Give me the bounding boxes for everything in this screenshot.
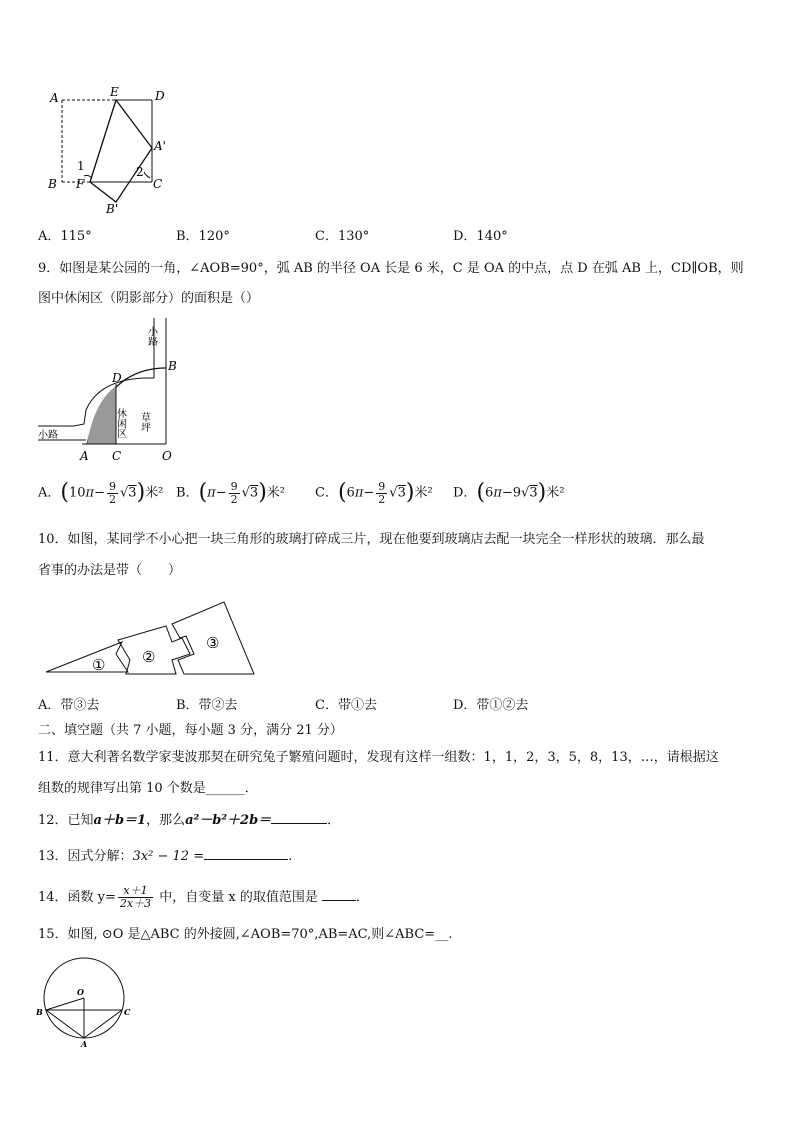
- q12-answer-blank[interactable]: [271, 811, 327, 824]
- q8-option-b: B．120°: [176, 229, 230, 244]
- label-F: F: [76, 177, 85, 191]
- glass-piece-1: [46, 642, 128, 672]
- piece-label-2: ②: [142, 648, 156, 666]
- label-C: C: [153, 177, 163, 191]
- piece-label-3: ③: [206, 634, 220, 652]
- q12-question: [38, 811, 340, 830]
- q8-figure: [40, 84, 180, 214]
- q11-text-line2: 组数的规律写出第 10 个数是______．: [38, 781, 258, 796]
- label-B: B: [48, 177, 57, 191]
- q14-question: [38, 880, 369, 916]
- q10-option-a: A．带③去: [38, 698, 100, 713]
- q13-question: [38, 847, 292, 866]
- label-path-top: 小路: [145, 326, 157, 346]
- option-letter: C．: [315, 485, 338, 501]
- label-B: B: [36, 1007, 43, 1017]
- q10-option-b: B．带②去: [176, 698, 238, 713]
- q8-option-c: C．130°: [315, 229, 370, 244]
- rest-area-shading: [87, 386, 116, 444]
- q14-numerator: x＋1: [118, 885, 153, 898]
- q14-end: ．: [356, 890, 370, 905]
- label-A: A: [81, 1039, 88, 1048]
- segment-BA: [46, 1010, 84, 1038]
- q10-option-d: D．带①②去: [453, 698, 529, 713]
- q15-figure: [36, 952, 136, 1048]
- label-A: A: [80, 449, 89, 463]
- label-B: B: [168, 359, 177, 373]
- angle-2-arc: [144, 172, 150, 178]
- q11-text-line1: 11．意大利著名数学家斐波那契在研究兔子繁殖问题时，发现有这样一组数：1，1，2，3，5，8，13，…，请根据这: [38, 750, 719, 765]
- q9-option-c: C．(6π− $\frac{9}{2}$ √3)米²: [315, 479, 433, 506]
- q12-prefix: 12．已知: [38, 813, 94, 828]
- label-lawn: 草坪: [138, 412, 150, 432]
- option-letter: D．: [453, 485, 477, 501]
- q10-figure: [44, 598, 256, 680]
- label-A-prime: A': [154, 139, 166, 153]
- q9-option-d: D．(6π−9√3)米²: [453, 480, 565, 505]
- q8-option-a: A．115°: [38, 229, 92, 244]
- q14-suffix: 中，自变量 x 的取值范围是: [155, 890, 322, 905]
- q12-mid: ，那么: [146, 813, 186, 828]
- segment-OB: [46, 998, 84, 1010]
- q14-denominator: 2x＋3: [119, 897, 152, 910]
- q13-end: .: [288, 849, 293, 864]
- label-C: C: [112, 449, 122, 463]
- q13-expression: 3x² − 12 =: [132, 849, 205, 864]
- q9-option-a: A．(10π− $\frac{9}{2}$ √3)米²: [38, 479, 164, 506]
- q13-answer-blank[interactable]: [204, 847, 288, 860]
- label-path-left: 小路: [38, 430, 58, 441]
- section-heading-fill-in: 二、填空题（共 7 小题，每小题 3 分，满分 21 分）: [38, 723, 343, 738]
- label-B-prime: B': [106, 202, 119, 214]
- label-C: C: [124, 1007, 131, 1017]
- q9-option-b: B．(π− $\frac{9}{2}$ √3)米²: [176, 479, 285, 506]
- label-D: D: [155, 89, 165, 103]
- label-D: D: [112, 371, 122, 385]
- folded-quadrilateral: [90, 100, 152, 202]
- label-rest-area: 休闲区: [114, 408, 126, 438]
- q13-prefix: 13．因式分解：: [38, 849, 133, 864]
- q14-prefix: 14．函数 y=: [38, 890, 116, 905]
- option-letter: B．: [176, 485, 199, 501]
- piece-label-1: ①: [92, 656, 106, 674]
- q10-option-c: C．带①去: [315, 698, 377, 713]
- label-angle-1: 1: [77, 159, 85, 173]
- q12-end: ．: [327, 813, 341, 828]
- q10-text-line2: 省事的办法是带（ ）: [38, 563, 182, 578]
- q10-text-line1: 10．如图，某同学不小心把一块三角形的玻璃打碎成三片，现在他要到玻璃店去配一块完全一样形状的玻璃．那么最: [38, 532, 705, 547]
- segment-CA: [84, 1010, 122, 1038]
- q12-condition: a＋b＝1: [93, 813, 147, 828]
- q15-text: 15．如图, ⊙O 是△ABC 的外接圆,∠AOB=70°,AB=AC,则∠ABC=__.: [38, 927, 453, 942]
- q9-text-line2: 图中休闲区（阴影部分）的面积是（）: [38, 291, 260, 306]
- label-angle-2: 2: [136, 165, 144, 179]
- label-O: O: [162, 449, 172, 463]
- q9-text-line1: 9．如图是某公园的一角，∠AOB=90°，弧 AB 的半径 OA 长是 6 米，C 是 OA 的中点，点 D 在弧 AB 上，CD∥OB，则: [38, 261, 744, 276]
- q9-figure: [34, 314, 194, 466]
- label-O: O: [77, 987, 84, 997]
- q14-answer-blank[interactable]: [322, 888, 356, 901]
- option-letter: A．: [38, 485, 61, 501]
- crease-line: [90, 100, 116, 182]
- q8-option-d: D．140°: [453, 229, 508, 244]
- q12-expression: a²－b²＋2b＝: [185, 813, 272, 828]
- label-A: A: [50, 91, 59, 105]
- label-E: E: [110, 85, 119, 99]
